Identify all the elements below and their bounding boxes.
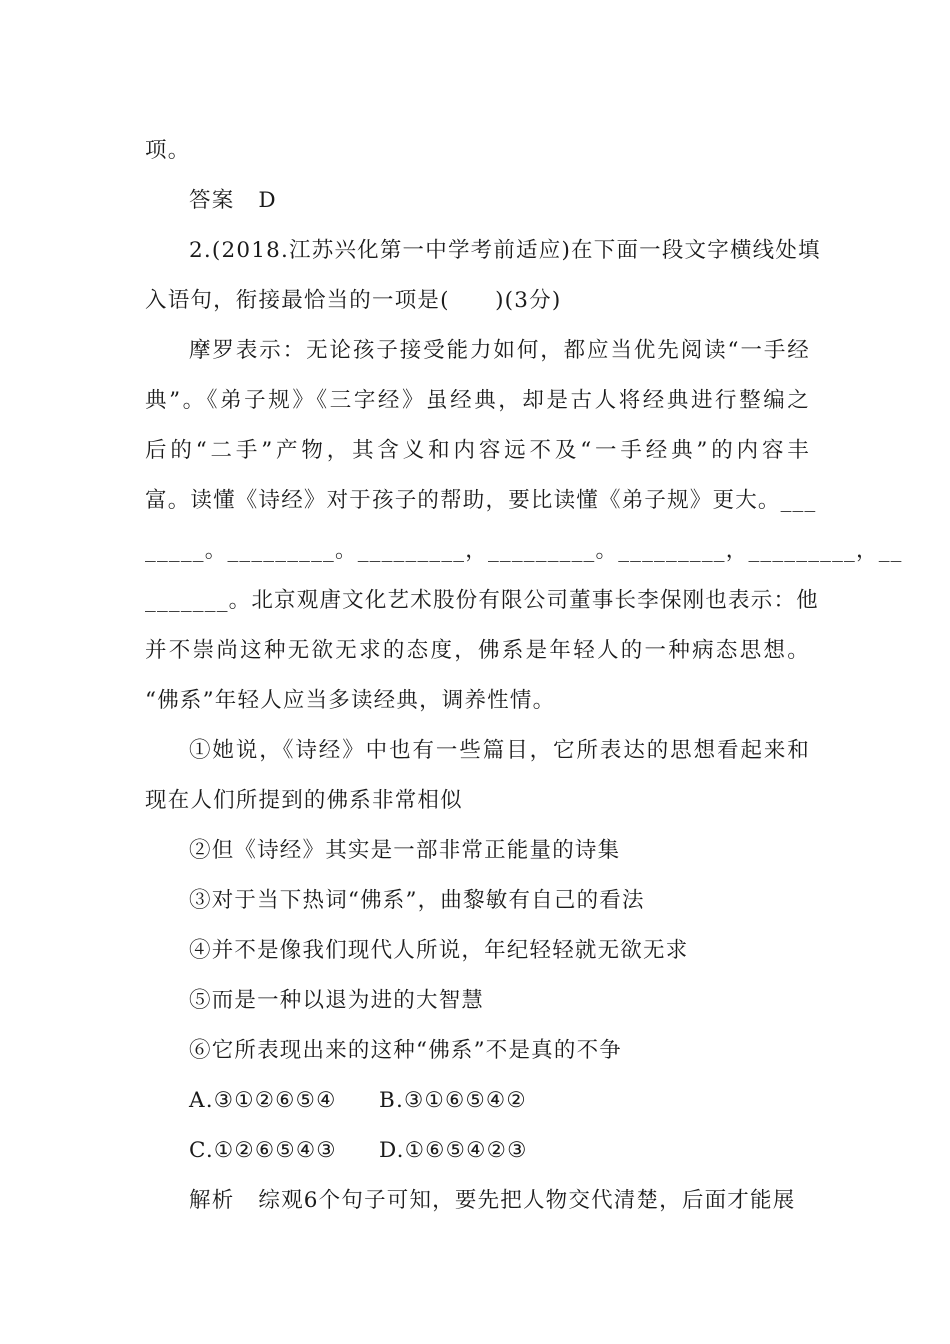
passage-line: 后的“二手”产物，其含义和内容远不及“一手经典”的内容丰: [145, 438, 810, 463]
analysis-text: 综观6个句子可知，要先把人物交代清楚，后面才能展: [258, 1188, 796, 1213]
sentence-4: ④并不是像我们现代人所说，年纪轻轻就无欲无求: [189, 938, 689, 963]
option-d: D.①⑥⑤④②③: [379, 1138, 528, 1163]
passage-line: 典”。《弟子规》《三字经》虽经典，却是古人将经典进行整编之: [145, 388, 810, 413]
answer-line: [145, 176, 810, 226]
options-row-cd: [145, 1126, 810, 1176]
passage-line: 并不崇尚这种无欲无求的态度，佛系是年轻人的一种病态思想。: [145, 638, 810, 663]
sentence-1-line-1: ①她说，《诗经》中也有一些篇目，它所表达的思想看起来和: [189, 738, 810, 763]
answer-value: D: [258, 188, 277, 213]
question-line-2: 入语句，衔接最恰当的一项是( )(3分): [145, 288, 562, 313]
sentence-3: ③对于当下热词“佛系”，曲黎敏有自己的看法: [189, 888, 645, 913]
option-c: C.①②⑥⑤④③: [189, 1138, 337, 1163]
sentence-6: ⑥它所表现出来的这种“佛系”不是真的不争: [189, 1038, 622, 1063]
document-page: [145, 126, 903, 1226]
option-a: A.③①②⑥⑤④: [189, 1088, 337, 1113]
passage-line: _______。北京观唐文化艺术股份有限公司董事长李保刚也表示：他: [145, 588, 819, 613]
passage-line: “佛系”年轻人应当多读经典，调养性情。: [145, 688, 556, 713]
sentence-2: ②但《诗经》其实是一部非常正能量的诗集: [189, 838, 621, 863]
previous-answer-tail: 项。: [145, 138, 191, 163]
passage-blank-line: _____。_________。_________，_________。_________，_________，__: [145, 538, 903, 563]
analysis-line: [145, 1176, 810, 1226]
analysis-label: 解析: [189, 1188, 235, 1213]
options-row-ab: [145, 1076, 810, 1126]
sentence-5: ⑤而是一种以退为进的大智慧: [189, 988, 485, 1013]
passage-line: 富。读懂《诗经》对于孩子的帮助，要比读懂《弟子规》更大。___: [145, 488, 817, 513]
sentence-1-line-2: 现在人们所提到的佛系非常相似: [145, 788, 463, 813]
question-line-1: 2.(2018.江苏兴化第一中学考前适应)在下面一段文字横线处填: [189, 238, 821, 263]
option-b: B.③①⑥⑤④②: [379, 1088, 527, 1113]
passage-line: 摩罗表示：无论孩子接受能力如何，都应当优先阅读“一手经: [189, 338, 810, 363]
answer-label: 答案: [189, 188, 235, 213]
